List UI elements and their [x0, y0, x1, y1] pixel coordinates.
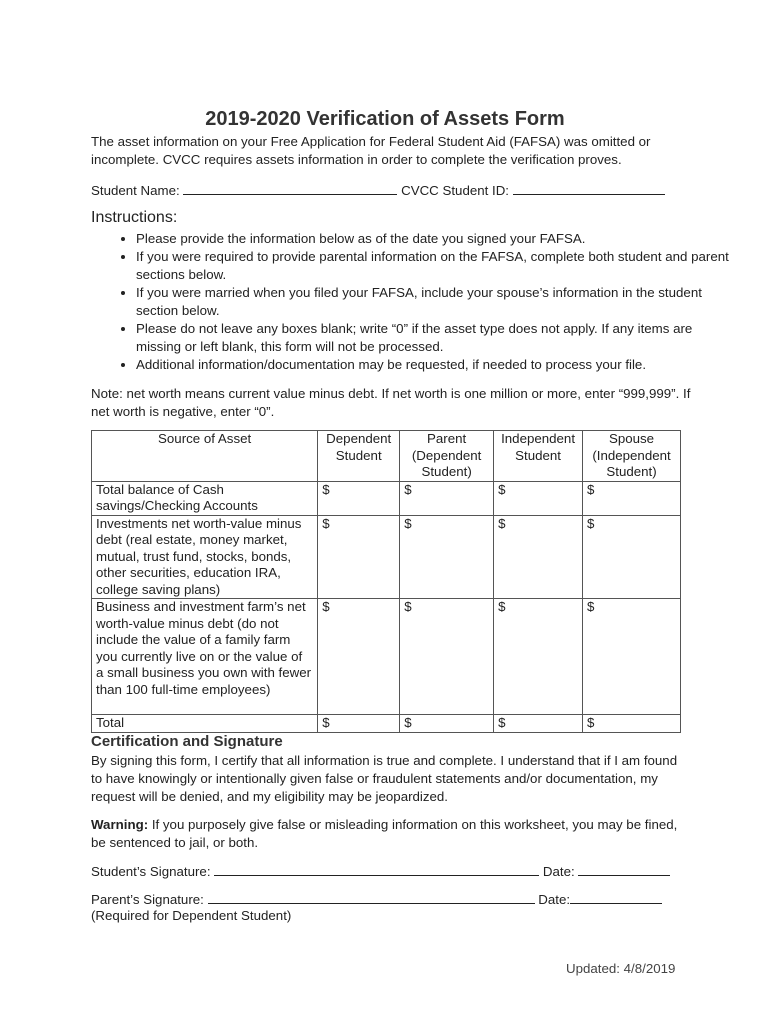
updated-date: Updated: 4/8/2019 [566, 961, 676, 976]
table-row [92, 599, 681, 715]
asset-source-cell: Investments net worth-value minus debt (real estate, money market, mutual, trust fund, stocks, bonds, other securities, education IRA, college saving plans) [92, 515, 318, 599]
assets-table [91, 430, 681, 733]
amount-cell[interactable]: $ [400, 481, 494, 515]
table-row [92, 715, 681, 733]
date-label: Date: [538, 892, 571, 907]
student-signature-label: Student’s Signature: [91, 864, 211, 879]
column-header: Parent (Dependent Student) [400, 431, 494, 482]
amount-cell[interactable]: $ [583, 599, 681, 715]
amount-cell[interactable]: $ [400, 599, 494, 715]
table-row [92, 515, 681, 599]
certification-heading: Certification and Signature [91, 733, 283, 750]
amount-cell[interactable]: $ [318, 715, 400, 733]
warning-paragraph [91, 816, 691, 852]
list-item: • If you were married when you filed your FAFSA, include your spouse’s information in the student section below. [136, 284, 736, 320]
amount-cell[interactable]: $ [494, 481, 583, 515]
student-name-field[interactable] [183, 180, 397, 195]
amount-cell[interactable]: $ [583, 515, 681, 599]
amount-cell[interactable]: $ [494, 515, 583, 599]
table-header-row [92, 431, 681, 482]
instructions-heading: Instructions: [91, 209, 178, 226]
amount-cell[interactable]: $ [583, 715, 681, 733]
list-item: • Additional information/documentation may be requested, if needed to process your file. [136, 356, 736, 374]
amount-cell[interactable]: $ [400, 515, 494, 599]
amount-cell[interactable]: $ [583, 481, 681, 515]
amount-cell[interactable]: $ [494, 715, 583, 733]
table-row [92, 481, 681, 515]
parent-signature-label: Parent’s Signature: [91, 892, 204, 907]
parent-date-field[interactable] [570, 889, 662, 904]
instructions-list [91, 230, 736, 374]
column-header: Independent Student [494, 431, 583, 482]
student-date-field[interactable] [578, 861, 670, 876]
warning-label: Warning: [91, 817, 149, 832]
form-title: 2019-2020 Verification of Assets Form [205, 108, 565, 130]
list-item: • Please do not leave any boxes blank; write “0” if the asset type does not apply. If any items are missing or left blank, this form will not be processed. [136, 320, 736, 356]
amount-cell[interactable]: $ [318, 481, 400, 515]
student-signature-line [91, 861, 691, 881]
parent-signature-line [91, 889, 691, 909]
amount-cell[interactable]: $ [318, 515, 400, 599]
parent-signature-field[interactable] [208, 889, 535, 904]
asset-source-cell: Total balance of Cash savings/Checking Accounts [92, 481, 318, 515]
student-info-line [91, 180, 691, 200]
certification-body: By signing this form, I certify that all information is true and complete. I understand that if I am found to have knowingly or intentionally given false or fraudulent statements and/or documentation, my request will be denied, and my eligibility may be jeopardized. [91, 753, 678, 804]
student-signature-field[interactable] [214, 861, 539, 876]
student-id-label: CVCC Student ID: [401, 183, 510, 198]
date-label: Date: [542, 864, 575, 879]
amount-cell[interactable]: $ [494, 599, 583, 715]
asset-source-cell: Total [92, 715, 318, 733]
warning-text: If you purposely give false or misleading information on this worksheet, you may be fined, be sentenced to jail, or both. [91, 817, 678, 850]
asset-source-cell: Business and investment farm’s net worth-value minus debt (do not include the value of a family farm you currently live on or the value of a small business you own with fewer than 100 full-time employees) [92, 599, 318, 715]
column-header: Spouse (Independent Student) [583, 431, 681, 482]
student-name-label: Student Name: [91, 183, 180, 198]
net-worth-note: Note: net worth means current value minus debt. If net worth is one million or more, enter “999,999”. If net worth is negative, enter “0”. [91, 386, 691, 419]
list-item: • Please provide the information below as of the date you signed your FAFSA. [136, 230, 736, 248]
parent-note: (Required for Dependent Student) [91, 908, 292, 923]
column-header: Dependent Student [318, 431, 400, 482]
student-id-field[interactable] [513, 180, 665, 195]
amount-cell[interactable]: $ [400, 715, 494, 733]
list-item: • If you were required to provide parental information on the FAFSA, complete both student and parent sections below. [136, 248, 736, 284]
intro-paragraph: The asset information on your Free Application for Federal Student Aid (FAFSA) was omitted or incomplete. CVCC requires assets information in order to complete the verification proves. [91, 134, 651, 167]
amount-cell[interactable]: $ [318, 599, 400, 715]
column-header: Source of Asset [92, 431, 318, 482]
